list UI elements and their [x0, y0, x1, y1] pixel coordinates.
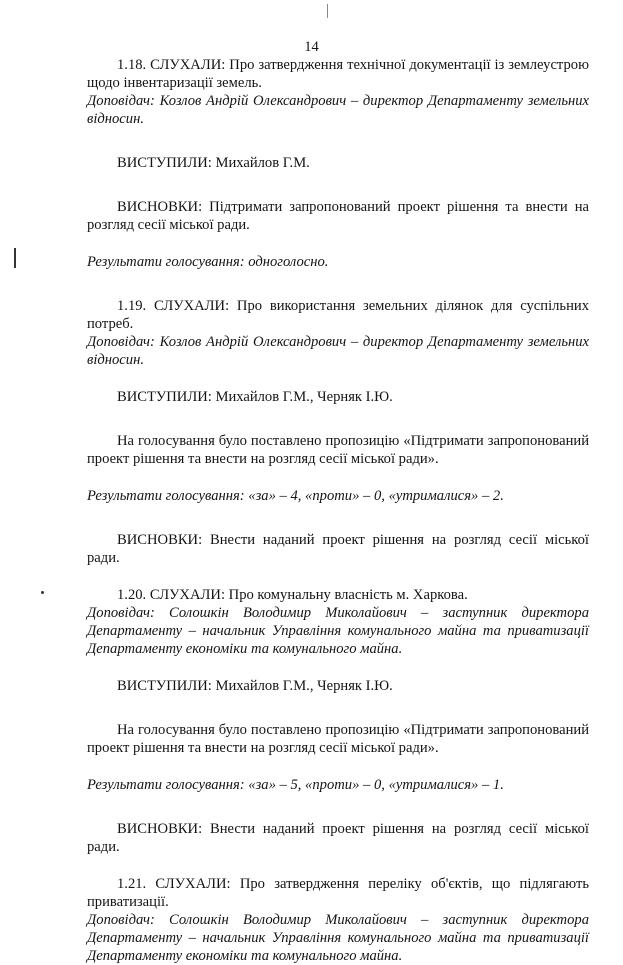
item-1-19-conclusion: ВИСНОВКИ: Внести наданий проект рішення на розгляд сесії міської ради. — [87, 532, 589, 566]
item-1-19-proposal: На голосування було поставлено пропозицію «Підтримати запропонований проект рішення та внести на розгляд сесії міської ради». — [87, 433, 589, 467]
item-1-20-spoke: ВИСТУПИЛИ: Михайлов Г.М., Черняк І.Ю. — [117, 678, 393, 694]
item-1-20-proposal: На голосування було поставлено пропозицію «Підтримати запропонований проект рішення та внести на розгляд сесії міської ради». — [87, 722, 589, 756]
scan-artifact-dot — [41, 591, 44, 594]
scan-artifact-mark — [14, 248, 16, 268]
item-1-18-voting: Результати голосування: одноголосно. — [87, 254, 329, 270]
item-1-20-conclusion: ВИСНОВКИ: Внести наданий проект рішення на розгляд сесії міської ради. — [87, 821, 589, 855]
scan-artifact-top — [327, 4, 328, 18]
item-1-20-voting: Результати голосування: «за» – 5, «проти» – 0, «утрималися» – 1. — [87, 777, 504, 793]
item-1-18-spoke: ВИСТУПИЛИ: Михайлов Г.М. — [117, 155, 310, 171]
item-1-19-speaker: Доповідач: Козлов Андрій Олександрович – директор Департаменту земельних відносин. — [87, 334, 589, 368]
item-1-18-conclusion: ВИСНОВКИ: Підтримати запропонований проект рішення та внести на розгляд сесії міської ради. — [87, 199, 589, 233]
item-1-19-heard: 1.19. СЛУХАЛИ: Про використання земельних ділянок для суспільних потреб. — [87, 298, 589, 332]
item-1-20-heard: 1.20. СЛУХАЛИ: Про комунальну власність м. Харкова. — [117, 587, 468, 603]
item-1-20-speaker: Доповідач: Солошкін Володимир Миколайович – заступник директора Департаменту – начальник Управління комунального майна та приватизації Департаменту економіки та комунального майна. — [87, 605, 589, 657]
item-1-21-heard: 1.21. СЛУХАЛИ: Про затвердження переліку об'єктів, що підлягають приватизації. — [87, 876, 589, 910]
item-1-19-voting: Результати голосування: «за» – 4, «проти» – 0, «утрималися» – 2. — [87, 488, 504, 504]
item-1-21-speaker: Доповідач: Солошкін Володимир Миколайович – заступник директора Департаменту – начальник Управління комунального майна та приватизації Департаменту економіки та комунального майна. — [87, 912, 589, 964]
item-1-19-spoke: ВИСТУПИЛИ: Михайлов Г.М., Черняк І.Ю. — [117, 389, 393, 405]
document-body — [87, 56, 589, 965]
page-number: 14 — [304, 39, 319, 55]
item-1-18-heard: 1.18. СЛУХАЛИ: Про затвердження технічної документації із землеустрою щодо інвентаризації земель. — [87, 57, 589, 91]
item-1-18-speaker: Доповідач: Козлов Андрій Олександрович – директор Департаменту земельних відносин. — [87, 93, 589, 127]
